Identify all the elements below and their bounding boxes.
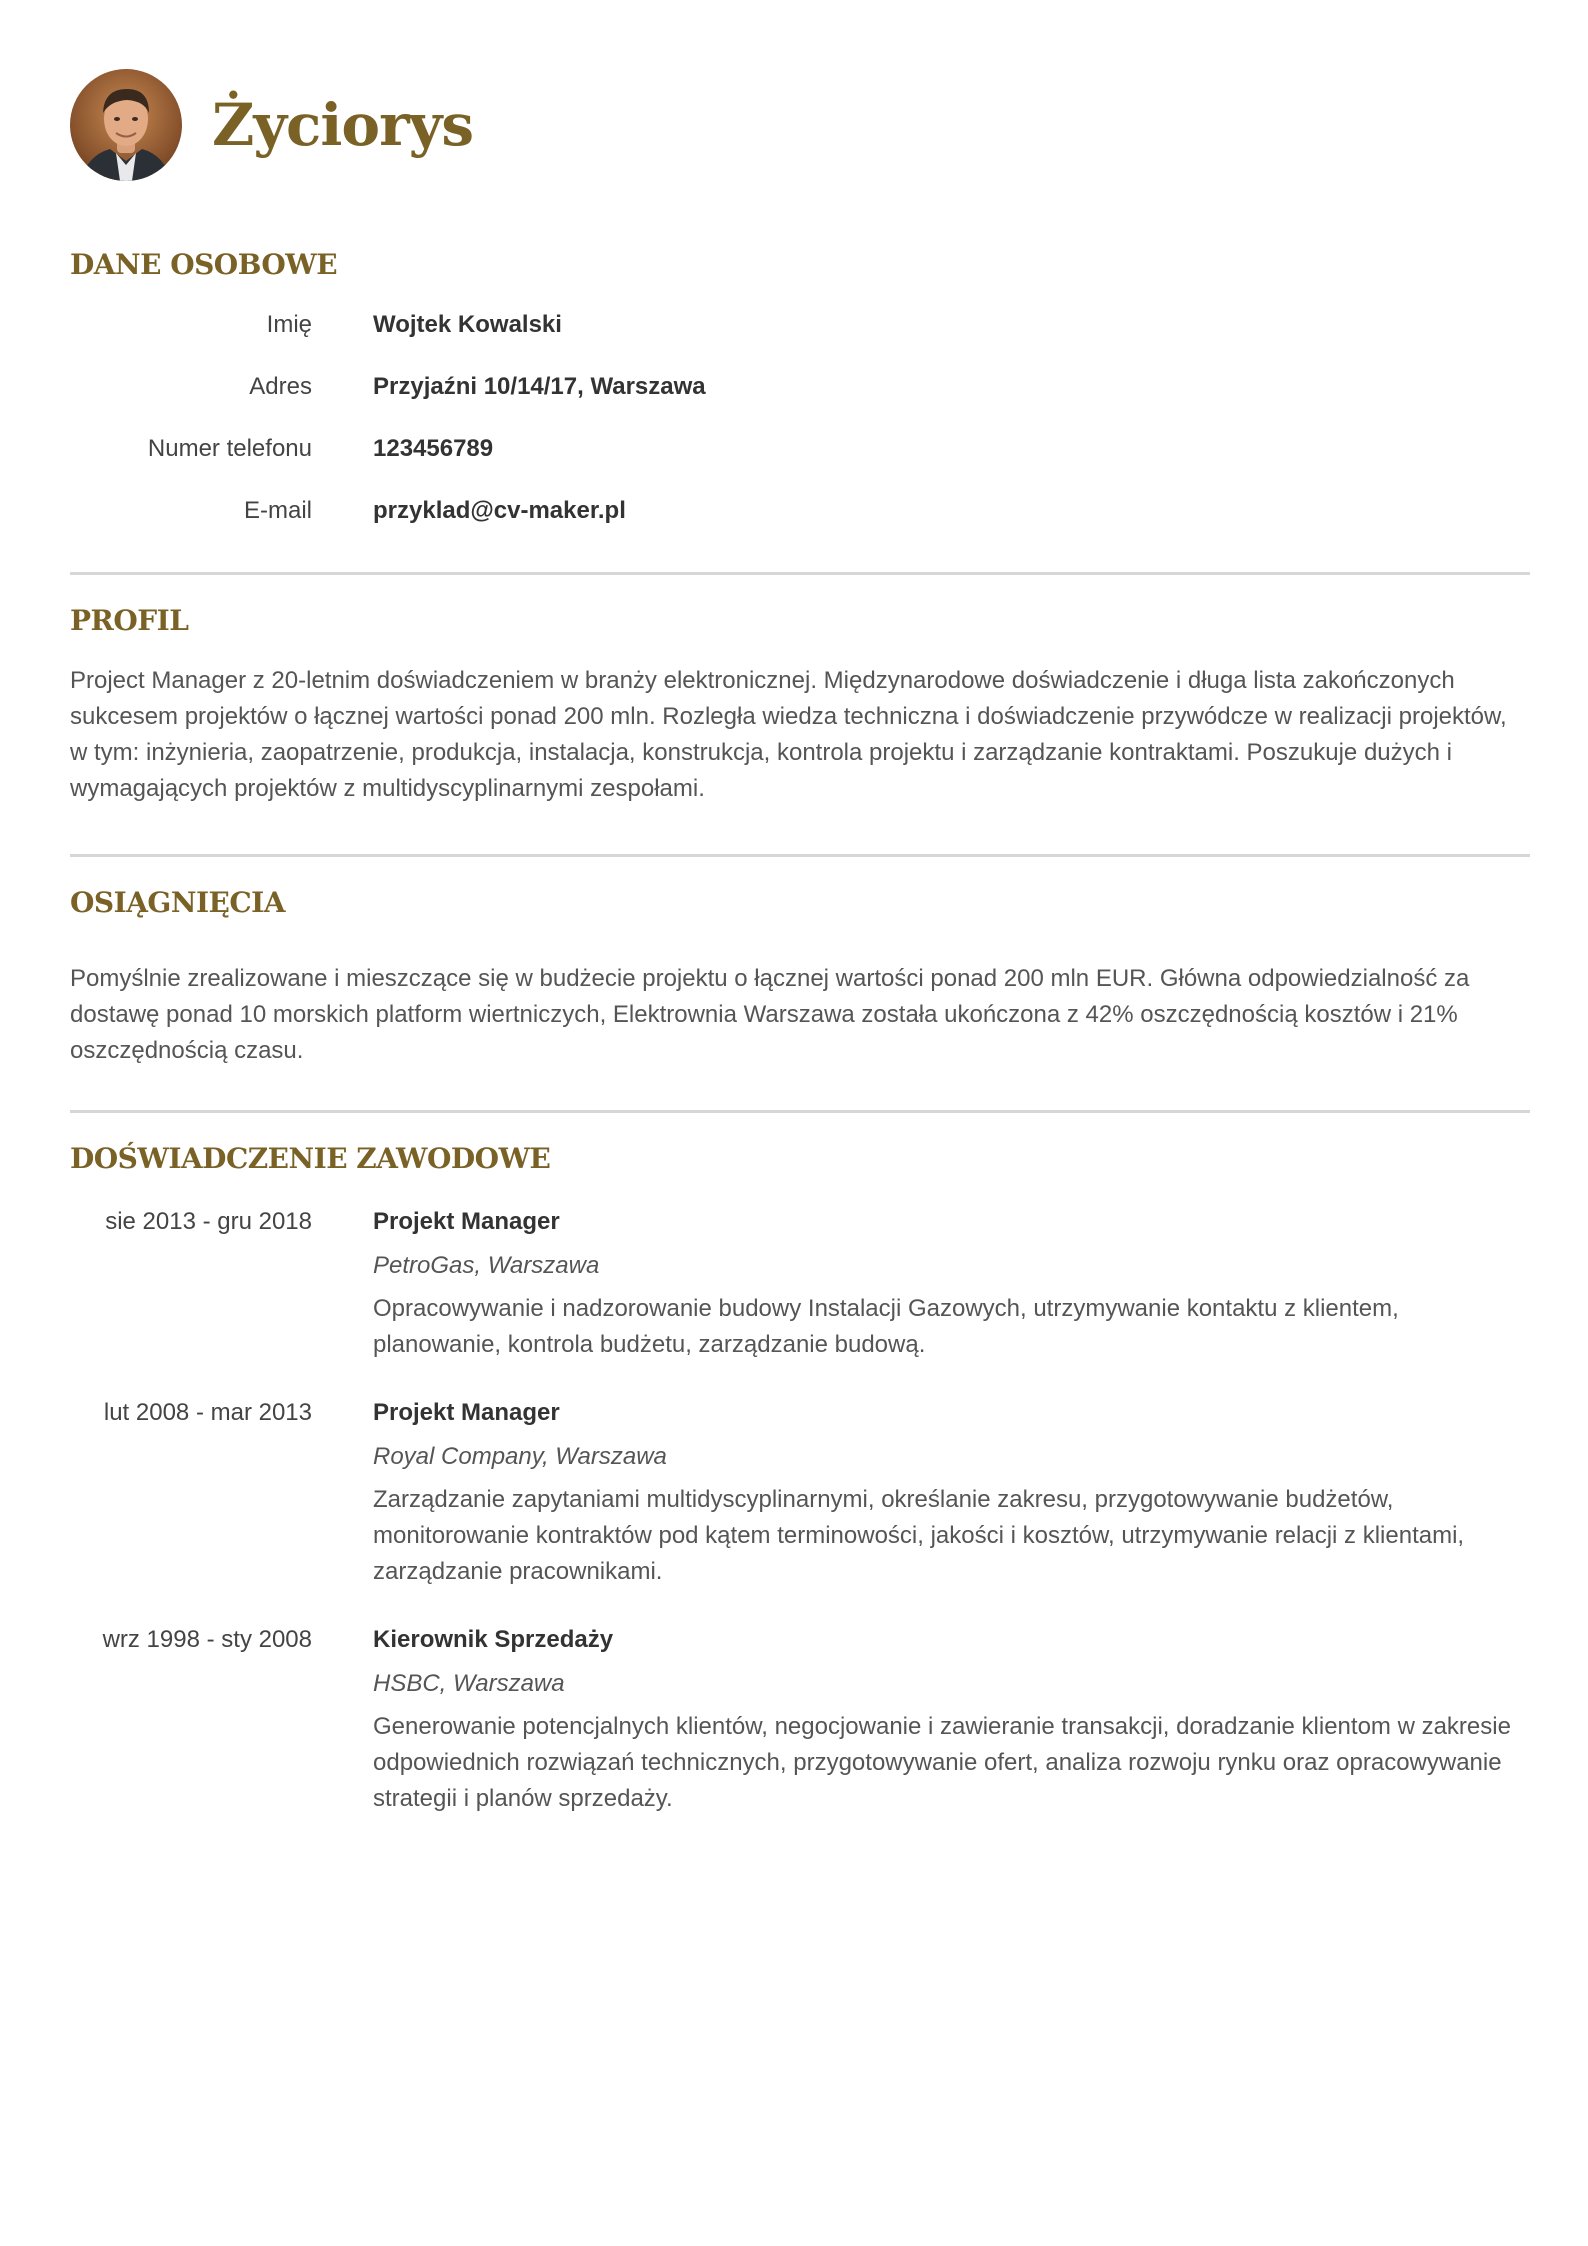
job-company: Royal Company, Warszawa bbox=[373, 1443, 667, 1470]
section-profile bbox=[70, 604, 1530, 807]
job-title: Kierownik Sprzedaży bbox=[373, 1626, 614, 1653]
section-personal bbox=[70, 248, 1530, 524]
divider bbox=[70, 1110, 1530, 1113]
info-label: Adres bbox=[249, 373, 312, 400]
job-body bbox=[373, 1624, 1530, 1817]
info-label: E-mail bbox=[243, 497, 312, 524]
page-title: Życiorys bbox=[212, 91, 473, 159]
section-heading-profile: PROFIL bbox=[70, 604, 189, 637]
info-row-address bbox=[70, 372, 1530, 402]
info-value: Wojtek Kowalski bbox=[373, 311, 562, 338]
info-value: przyklad@cv-maker.pl bbox=[373, 497, 626, 524]
divider bbox=[70, 572, 1530, 575]
header bbox=[70, 68, 473, 182]
divider bbox=[70, 854, 1530, 857]
section-heading-personal: DANE OSOBOWE bbox=[70, 248, 338, 281]
info-label: Imię bbox=[266, 311, 312, 338]
job-body bbox=[373, 1397, 1530, 1590]
info-row-name bbox=[70, 310, 1530, 340]
achievements-text: Pomyślnie zrealizowane i mieszczące się w budżecie projektu o łącznej wartości ponad 200 mln EUR. Główna odpowiedzialność za dostawę ponad 10 morskich platform wiertniczych, Elektrownia Warszawa została ukończona z 42% oszczędnością kosztów i 21% oszczędnością czasu. bbox=[70, 965, 1470, 1064]
info-value: Przyjaźni 10/14/17, Warszawa bbox=[373, 373, 706, 400]
profile-text: Project Manager z 20-letnim doświadczeniem w branży elektronicznej. Międzynarodowe doświadczenie i długa lista zakończonych sukcesem projektów o łącznej wartości ponad 200 mln. Rozległa wiedza techniczna i doświadczenie przywódcze w realizacji projektów, w tym: inżynieria, zaopatrzenie, produkcja, instalacja, konstrukcja, kontrola projektu i zarządzanie kontraktami. Poszukuje dużych i wymagających projektów z multidyscyplinarnymi zespołami. bbox=[70, 667, 1507, 802]
info-row-email bbox=[70, 496, 1530, 526]
job-body bbox=[373, 1206, 1530, 1363]
job-company: PetroGas, Warszawa bbox=[373, 1252, 600, 1279]
job-description: Opracowywanie i nadzorowanie budowy Instalacji Gazowych, utrzymywanie kontaktu z klientem, planowanie, kontrola budżetu, zarządzanie budową. bbox=[373, 1295, 1399, 1358]
job-dates: sie 2013 - gru 2018 bbox=[105, 1208, 312, 1235]
info-label: Numer telefonu bbox=[147, 435, 312, 462]
job-company: HSBC, Warszawa bbox=[373, 1670, 565, 1697]
section-heading-achievements: OSIĄGNIĘCIA bbox=[70, 886, 285, 919]
job-description: Zarządzanie zapytaniami multidyscyplinarnymi, określanie zakresu, przygotowywanie budżetów, monitorowanie kontraktów pod kątem terminowości, jakości i kosztów, utrzymywanie relacji z klientami, zarządzanie pracownikami. bbox=[373, 1486, 1465, 1585]
section-achievements bbox=[70, 886, 1530, 1069]
job-title: Projekt Manager bbox=[373, 1399, 560, 1426]
job-dates: wrz 1998 - sty 2008 bbox=[102, 1626, 312, 1653]
job-dates: lut 2008 - mar 2013 bbox=[103, 1399, 312, 1426]
job-title: Projekt Manager bbox=[373, 1208, 560, 1235]
info-value: 123456789 bbox=[373, 435, 494, 462]
section-heading-experience: DOŚWIADCZENIE ZAWODOWE bbox=[70, 1142, 551, 1175]
section-experience bbox=[70, 1142, 1530, 1842]
info-row-phone bbox=[70, 434, 1530, 464]
avatar bbox=[70, 69, 182, 181]
portrait-photo bbox=[70, 69, 182, 181]
job-description: Generowanie potencjalnych klientów, negocjowanie i zawieranie transakcji, doradzanie klientom w zakresie odpowiednich rozwiązań technicznych, przygotowywanie ofert, analiza rozwoju rynku oraz opracowywanie strategii i planów sprzedaży. bbox=[373, 1713, 1511, 1812]
